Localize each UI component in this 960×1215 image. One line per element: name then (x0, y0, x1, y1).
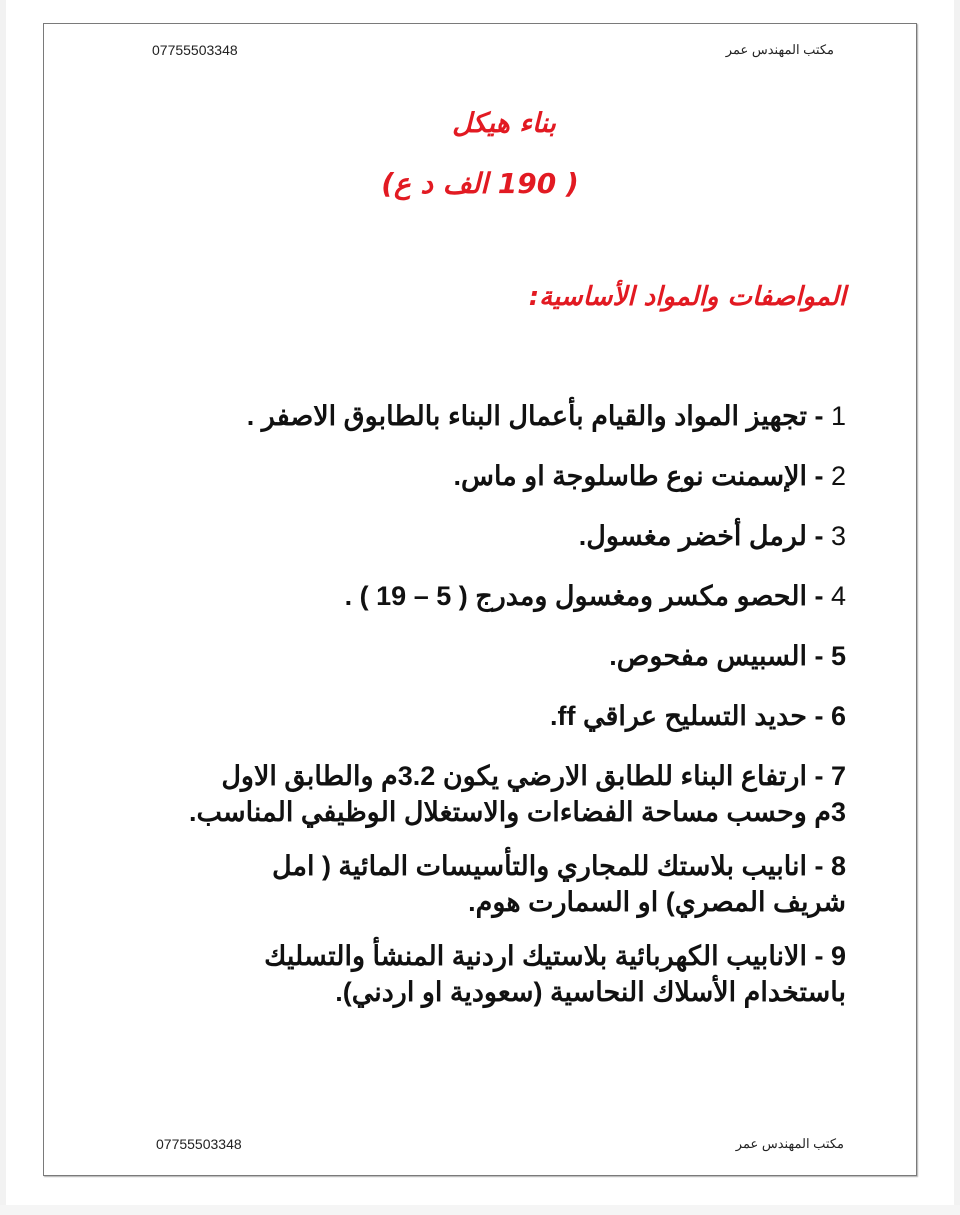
item-text: تجهيز المواد والقيام بأعمال البناء بالطابوق الاصفر . (246, 401, 807, 431)
item-text: لرمل أخضر مغسول. (578, 521, 807, 551)
item-text: انابيب بلاستك للمجاري والتأسيسات المائية ( امل (272, 851, 807, 881)
item-number: 1 (830, 401, 846, 431)
item-number: 6 (830, 701, 846, 731)
right-margin-strip (954, 0, 960, 1215)
document-title: بناء هيكل (452, 108, 556, 139)
item-text: ارتفاع البناء للطابق الارضي يكون 3.2م والطابق الاول (221, 761, 807, 791)
list-item: 5 - السبيس مفحوص. (609, 641, 846, 671)
item-number: 5 (830, 641, 846, 671)
item-number: 9 (830, 941, 846, 971)
document-page (43, 23, 917, 1176)
bottom-margin-strip (0, 1205, 960, 1215)
item-text-continued: 3م وحسب مساحة الفضاءات والاستغلال الوظيفي المناسب. (189, 797, 846, 827)
specifications-list (116, 398, 846, 1028)
item-number: 2 (830, 461, 846, 491)
item-text: السبيس مفحوص. (609, 641, 807, 671)
footer-office-name: مكتب المهندس عمر (735, 1136, 844, 1151)
left-margin-strip (0, 0, 6, 1215)
price-label: ( 190 الف د ع) (381, 167, 579, 200)
item-text: الحصو مكسر ومغسول ومدرج ( 5 – 19 ) . (344, 581, 807, 611)
list-item: 2 - الإسمنت نوع طاسلوجة او ماس. (453, 461, 846, 491)
item-text-continued: شريف المصري) او السمارت هوم. (468, 887, 846, 917)
header-phone: 07755503348 (152, 42, 238, 58)
list-item: 3 - لرمل أخضر مغسول. (578, 521, 846, 551)
list-item: 9 - الانابيب الكهربائية بلاستيك اردنية المنشأ والتسليك باستخدام الأسلاك النحاسية (سعودية او اردني). (116, 938, 846, 1010)
item-number: 4 (830, 581, 846, 611)
section-heading: المواصفات والمواد الأساسية: (528, 282, 846, 312)
list-item: 6 - حديد التسليح عراقي ff. (550, 701, 846, 731)
item-text: الإسمنت نوع طاسلوجة او ماس. (453, 461, 807, 491)
item-text: الانابيب الكهربائية بلاستيك اردنية المنشأ والتسليك (264, 941, 807, 971)
list-item: 8 - انابيب بلاستك للمجاري والتأسيسات المائية ( امل شريف المصري) او السمارت هوم. (116, 848, 846, 920)
page-footer (44, 1136, 916, 1158)
list-item: 4 - الحصو مكسر ومغسول ومدرج ( 5 – 19 ) . (344, 581, 846, 611)
item-number: 8 (830, 851, 846, 881)
item-text-continued: باستخدام الأسلاك النحاسية (سعودية او اردني). (335, 977, 846, 1007)
item-number: 7 (830, 761, 846, 791)
item-number: 3 (830, 521, 846, 551)
list-item: 1 - تجهيز المواد والقيام بأعمال البناء بالطابوق الاصفر . (246, 401, 846, 431)
list-item: 7 - ارتفاع البناء للطابق الارضي يكون 3.2م والطابق الاول 3م وحسب مساحة الفضاءات والاستغلال الوظيفي المناسب. (116, 758, 846, 830)
header-office-name: مكتب المهندس عمر (725, 42, 834, 57)
footer-phone: 07755503348 (156, 1136, 242, 1152)
item-text: حديد التسليح عراقي ff. (550, 701, 807, 731)
page-header (44, 42, 916, 64)
